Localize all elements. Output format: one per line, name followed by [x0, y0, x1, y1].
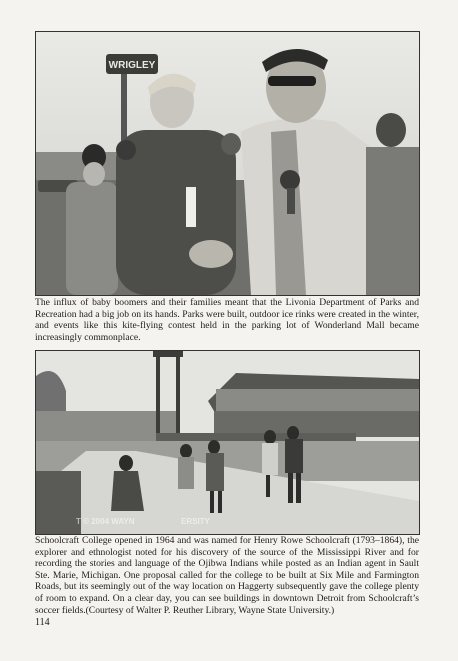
- watermark-left: T © 2004 WAYN: [76, 517, 135, 526]
- page-number: 114: [35, 617, 50, 628]
- photo-kite-contest: [35, 31, 420, 296]
- watermark-right: ERSITY: [181, 517, 210, 526]
- photo-schoolcraft-college: [35, 350, 420, 535]
- schoolcraft-college-photo-image: [36, 351, 419, 534]
- sign-text: WRIGLEY: [108, 60, 156, 71]
- kite-contest-photo-image: [36, 32, 419, 295]
- caption-schoolcraft-college: Schoolcraft College opened in 1964 and was named for Henry Rowe Schoolcraft (1793–1864), the explorer and ethnologist noted for his discovery of the source of the Mississippi River and for recording the stories and language of the Ojibwa Indians while posted as an Indian agent in Sault Ste. Marie, Michigan. One proposal called for the college to be built at Six Mile and Farmington Roads, but its seemingly out of the way location on Haggerty subsequently gave the college plenty of room to expand. On a clear day, you can see buildings in downtown Detroit from Schoolcraft’s soccer fields.(Courtesy of Walter P. Reuther Library, Wayne State University.): [35, 535, 419, 616]
- caption-kite-contest: The influx of baby boomers and their families meant that the Livonia Department of Parks and Recreation had a big job on its hands. Parks were built, outdoor ice rinks were created in the winter, and events like this kite-flying contest held in the parking lot of Wonderland Mall became increasingly commonplace.: [35, 297, 419, 343]
